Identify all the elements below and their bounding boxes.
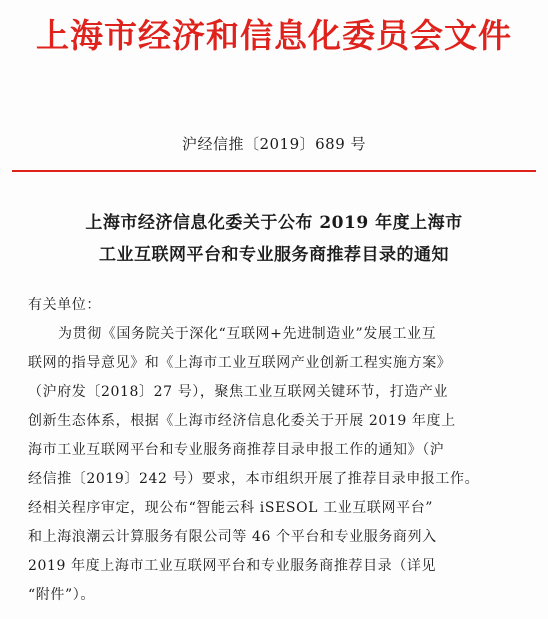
body-line: 海市工业互联网平台和专业服务商推荐目录申报工作的通知》（沪 — [28, 442, 445, 458]
body-line: 联网的指导意见》和《上海市工业互联网产业创新工程实施方案》 — [28, 355, 452, 371]
body-line: （沪府发〔2018〕27 号），聚焦工业互联网关键环节，打造产业 — [28, 384, 449, 400]
body-line: 为贯彻《国务院关于深化“互联网+先进制造业”发展工业互 — [58, 326, 437, 342]
body-line: “附件”）。 — [28, 587, 95, 603]
document-number: 沪经信推〔2019〕689 号 — [181, 135, 367, 153]
issuer-title: 上海市经济和信息化委员会文件 — [36, 16, 512, 55]
body-line: 2019 年度上海市工业互联网平台和专业服务商推荐目录（详见 — [28, 558, 437, 574]
body-line: 和上海浪潮云计算服务有限公司等 46 个平台和专业服务商列入 — [28, 529, 437, 545]
body-line: 经相关程序审定，现公布“智能云科 iSESOL 工业互联网平台” — [28, 500, 434, 516]
body-line: 创新生态体系，根据《上海市经济信息化委关于开展 2019 年度上 — [28, 413, 456, 429]
notice-title-line-1: 上海市经济信息化委关于公布 2019 年度上海市 — [85, 213, 463, 233]
salutation: 有关单位： — [28, 297, 101, 313]
red-separator-line — [12, 170, 536, 172]
notice-title-line-2: 工业互联网平台和专业服务商推荐目录的通知 — [99, 245, 449, 265]
body-line: 经信推〔2019〕242 号）要求，本市组织开展了推荐目录申报工作。 — [28, 471, 480, 487]
